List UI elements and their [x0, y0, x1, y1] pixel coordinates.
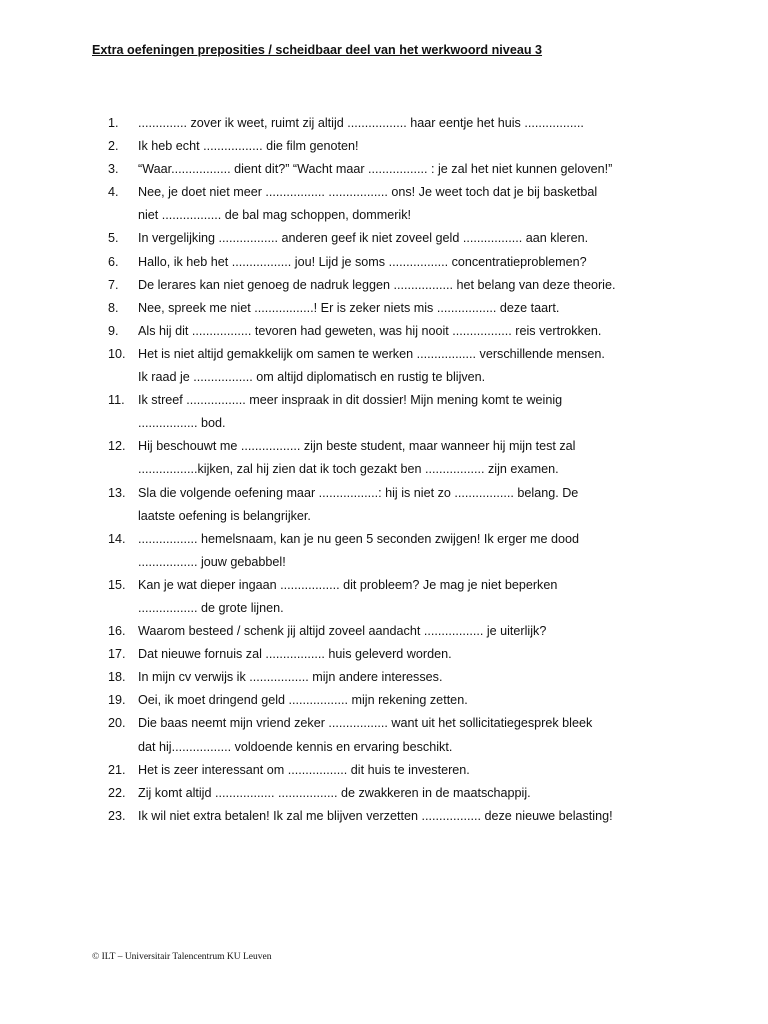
exercise-text: Hij beschouwt me ................. zijn beste student, maar wanneer hij mijn test zal [138, 439, 576, 454]
exercise-number: 8. [108, 300, 119, 315]
exercise-item [108, 574, 708, 620]
exercise-text: niet ................. de bal mag schoppen, dommerik! [138, 208, 411, 223]
exercise-number: 11. [108, 393, 125, 408]
exercise-line [108, 135, 708, 158]
exercise-line [108, 643, 708, 666]
exercise-text: laatste oefening is belangrijker. [138, 508, 311, 523]
exercise-number: 20. [108, 716, 126, 731]
exercise-item [108, 251, 708, 274]
exercise-line [108, 435, 708, 458]
exercise-item [108, 805, 708, 828]
exercise-item [108, 759, 708, 782]
exercise-item [108, 227, 708, 250]
exercise-text: Het is zeer interessant om ................. dit huis te investeren. [138, 762, 470, 777]
exercise-line [108, 251, 708, 274]
exercise-text: Oei, ik moet dringend geld ................. mijn rekening zetten. [138, 693, 468, 708]
exercise-number: 3. [108, 162, 119, 177]
exercise-line [108, 297, 708, 320]
exercise-text: Kan je wat dieper ingaan ................. dit probleem? Je mag je niet beperken [138, 577, 558, 592]
exercise-number: 23. [108, 808, 126, 823]
exercise-item [108, 181, 708, 227]
exercise-number: 16. [108, 624, 126, 639]
exercise-item [108, 712, 708, 758]
exercise-item [108, 435, 708, 481]
exercise-number: 7. [108, 277, 119, 292]
exercise-continuation-line [108, 597, 708, 620]
exercise-text: ................. bod. [138, 416, 226, 431]
exercise-text: “Waar................. dient dit?” “Wacht maar ................. : je zal het niet kunnen geloven!” [138, 162, 613, 177]
exercise-item [108, 666, 708, 689]
exercise-line [108, 712, 708, 735]
exercise-number: 17. [108, 647, 126, 662]
exercise-number: 4. [108, 185, 119, 200]
exercise-number: 21. [108, 762, 126, 777]
exercise-number: 10. [108, 346, 126, 361]
footer-copyright: © ILT – Universitair Talencentrum KU Leuven [92, 952, 272, 962]
exercise-continuation-line [108, 736, 708, 759]
exercise-line [108, 482, 708, 505]
exercise-line [108, 112, 708, 135]
exercise-number: 1. [108, 116, 119, 130]
page-title: Extra oefeningen preposities / scheidbaar deel van het werkwoord niveau 3 [92, 43, 543, 57]
exercise-line [108, 343, 708, 366]
exercise-text: Ik raad je ................. om altijd diplomatisch en rustig te blijven. [138, 370, 486, 385]
exercise-item [108, 112, 708, 135]
exercise-text: Ik wil niet extra betalen! Ik zal me blijven verzetten ................. deze nieuwe belasting! [138, 808, 613, 823]
exercise-number: 22. [108, 785, 126, 800]
exercise-item [108, 643, 708, 666]
exercise-text: Nee, spreek me niet .................! Er is zeker niets mis ................. deze taart. [138, 300, 560, 315]
exercise-line [108, 181, 708, 204]
exercise-number: 15. [108, 577, 126, 592]
exercise-number: 19. [108, 693, 126, 708]
exercise-text: Hallo, ik heb het ................. jou! Lijd je soms ................. concentratieproblemen? [138, 254, 587, 269]
exercise-line [108, 782, 708, 805]
exercise-continuation-line [108, 551, 708, 574]
exercise-text: .............. zover ik weet, ruimt zij altijd ................. haar eentje het huis ................. [138, 116, 584, 130]
exercise-number: 9. [108, 323, 119, 338]
exercise-line [108, 689, 708, 712]
exercise-line [108, 389, 708, 412]
exercise-item [108, 620, 708, 643]
exercise-text: Waarom besteed / schenk jij altijd zoveel aandacht ................. je uiterlijk? [138, 624, 547, 639]
exercise-text: ................. de grote lijnen. [138, 600, 284, 615]
exercise-line [108, 620, 708, 643]
exercise-item [108, 343, 708, 389]
exercise-text: De lerares kan niet genoeg de nadruk leggen ................. het belang van deze theorie. [138, 277, 616, 292]
exercise-line [108, 274, 708, 297]
exercise-item [108, 320, 708, 343]
exercise-text: Dat nieuwe fornuis zal ................. huis geleverd worden. [138, 647, 452, 662]
exercise-text: Als hij dit ................. tevoren had geweten, was hij nooit ................. reis vertrokken. [138, 323, 602, 338]
exercise-text: Nee, je doet niet meer ................. ................. ons! Je weet toch dat je bij basketbal [138, 185, 598, 200]
exercise-list [108, 112, 708, 828]
exercise-text: dat hij................. voldoende kennis en ervaring beschikt. [138, 739, 453, 754]
exercise-line [108, 805, 708, 828]
exercise-number: 14. [108, 531, 126, 546]
exercise-text: Die baas neemt mijn vriend zeker ................. want uit het sollicitatiegesprek bleek [138, 716, 593, 731]
exercise-number: 13. [108, 485, 126, 500]
exercise-line [108, 574, 708, 597]
exercise-number: 5. [108, 231, 119, 246]
exercise-text: ................. jouw gebabbel! [138, 554, 286, 569]
exercise-item [108, 782, 708, 805]
exercise-text: Sla die volgende oefening maar .................: hij is niet zo ................. belang. De [138, 485, 579, 500]
exercise-item [108, 482, 708, 528]
exercise-text: Het is niet altijd gemakkelijk om samen te werken ................. verschillende mensen. [138, 346, 605, 361]
exercise-line [108, 158, 708, 181]
exercise-line [108, 528, 708, 551]
exercise-text: Ik heb echt ................. die film genoten! [138, 139, 359, 154]
exercise-continuation-line [108, 204, 708, 227]
exercise-line [108, 666, 708, 689]
exercise-text: .................kijken, zal hij zien dat ik toch gezakt ben ................. zijn examen. [138, 462, 559, 477]
exercise-number: 2. [108, 139, 119, 154]
exercise-line [108, 227, 708, 250]
exercise-continuation-line [108, 366, 708, 389]
exercise-item [108, 135, 708, 158]
exercise-item [108, 158, 708, 181]
exercise-continuation-line [108, 505, 708, 528]
exercise-text: Ik streef ................. meer inspraak in dit dossier! Mijn mening komt te weinig [138, 393, 563, 408]
exercise-item [108, 528, 708, 574]
exercise-item [108, 297, 708, 320]
exercise-text: In vergelijking ................. anderen geef ik niet zoveel geld ................. aan kleren. [138, 231, 589, 246]
exercise-number: 6. [108, 254, 119, 269]
exercise-continuation-line [108, 412, 708, 435]
exercise-number: 18. [108, 670, 126, 685]
exercise-item [108, 389, 708, 435]
exercise-text: Zij komt altijd ................. ................. de zwakkeren in de maatschappij. [138, 785, 531, 800]
exercise-text: In mijn cv verwijs ik ................. mijn andere interesses. [138, 670, 443, 685]
exercise-number: 12. [108, 439, 126, 454]
exercise-line [108, 759, 708, 782]
exercise-continuation-line [108, 458, 708, 481]
exercise-text: ................. hemelsnaam, kan je nu geen 5 seconden zwijgen! Ik erger me dood [138, 531, 580, 546]
exercise-item [108, 689, 708, 712]
exercise-line [108, 320, 708, 343]
exercise-item [108, 274, 708, 297]
